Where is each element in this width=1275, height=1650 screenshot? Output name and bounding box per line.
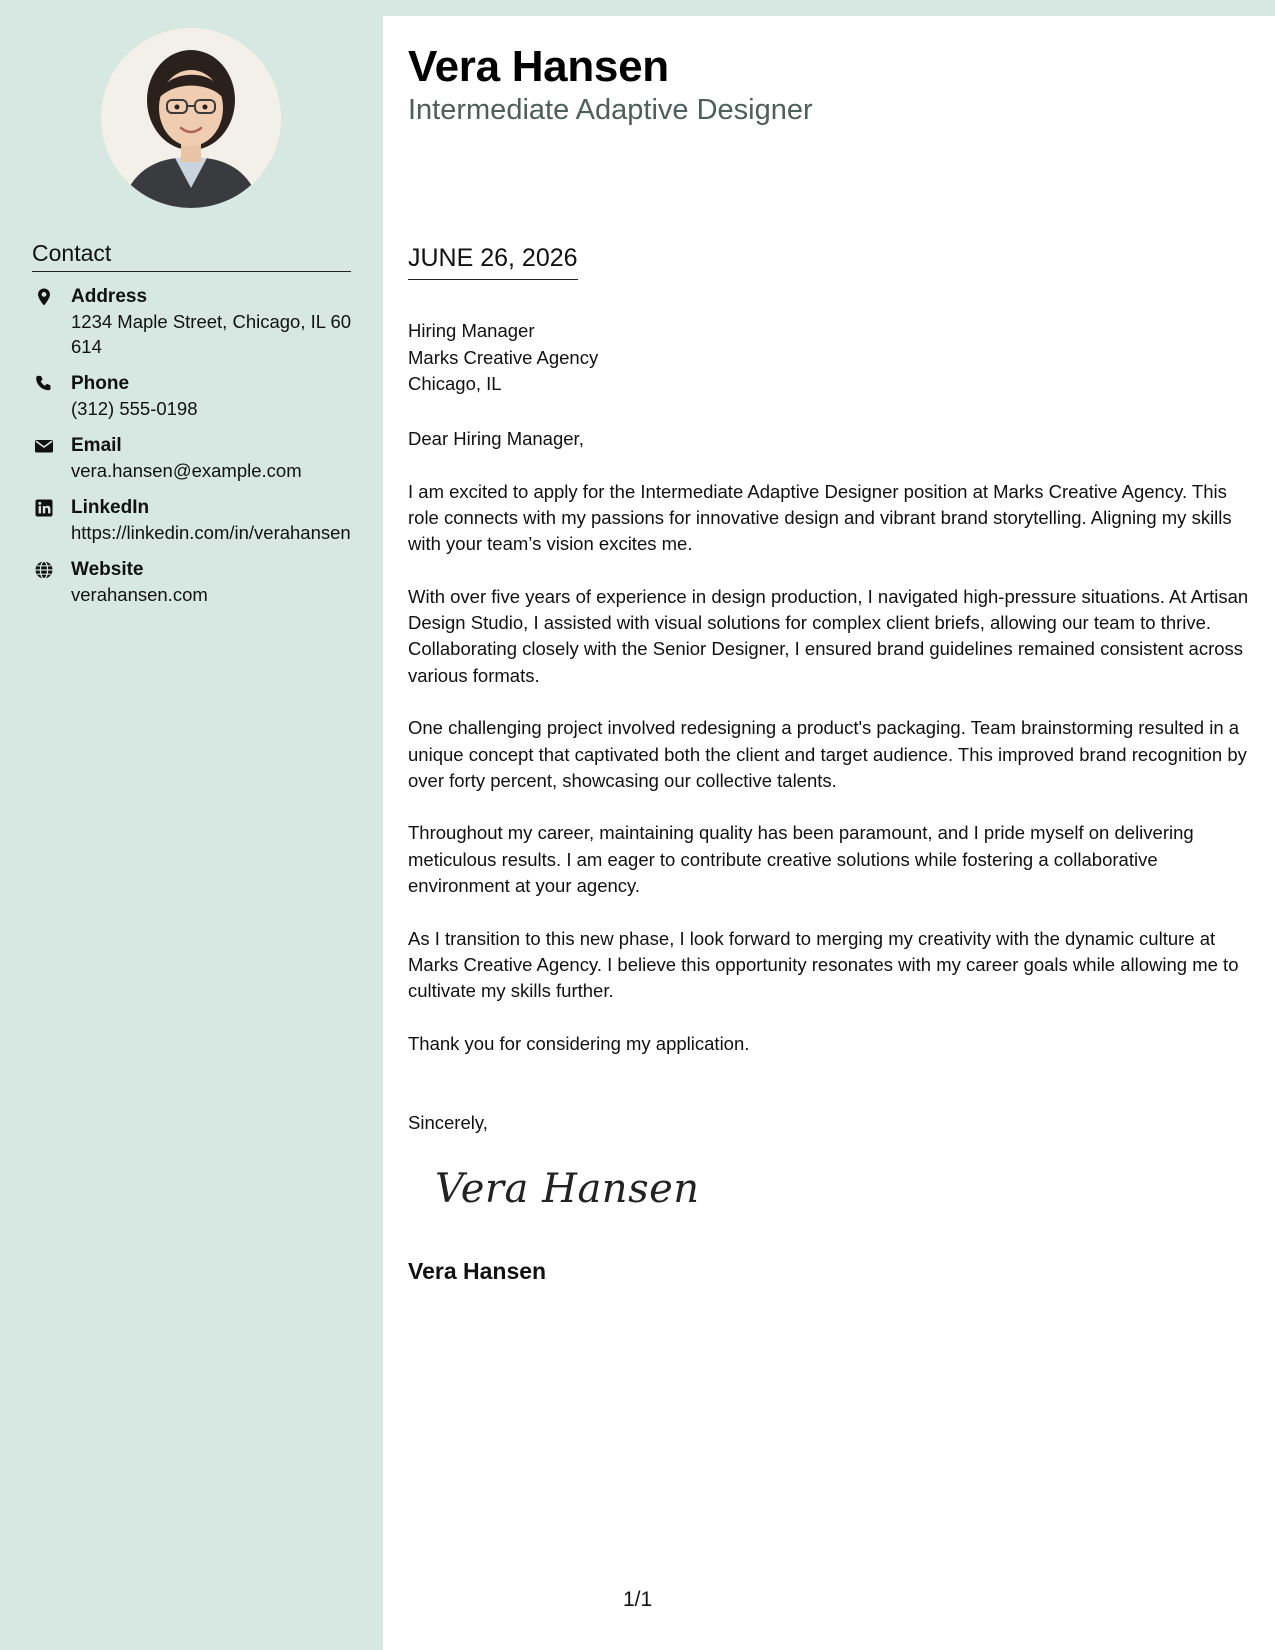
- body-paragraph: As I transition to this new phase, I look forward to merging my creativity with the dynamic culture at Marks Creative Agency. I believe this opportunity resonates with my career goals while allowing me to cultivate my skills further.: [408, 927, 1239, 1002]
- letter-main: [383, 16, 1275, 1650]
- contact-label: LinkedIn: [71, 497, 150, 518]
- salutation: Dear Hiring Manager,: [408, 428, 584, 449]
- envelope-icon: [34, 436, 54, 456]
- page-number: 1/1: [623, 1588, 653, 1611]
- contact-linkedin: [32, 496, 352, 545]
- signature: Vera Hansen: [435, 1166, 700, 1212]
- profile-photo: [101, 28, 281, 208]
- portrait-image: [101, 28, 281, 208]
- contact-list: [32, 285, 352, 620]
- contact-label: Website: [71, 559, 144, 580]
- letter-body: [408, 426, 1258, 1083]
- sidebar: [0, 0, 383, 1650]
- email-value: vera.hansen@example.com: [71, 460, 302, 481]
- signer-name: Vera Hansen: [408, 1258, 547, 1284]
- contact-address: [32, 285, 352, 359]
- recipient-line: Chicago, IL: [408, 373, 502, 394]
- contact-heading: Contact: [32, 240, 351, 272]
- body-paragraph: Throughout my career, maintaining quality has been paramount, and I pride myself on delivering meticulous results. I am eager to contribute creative solutions while fostering a collaborative environment at your agency.: [408, 822, 1194, 897]
- closing: Sincerely,: [408, 1112, 488, 1133]
- contact-label: Address: [71, 286, 148, 307]
- applicant-name: Vera Hansen: [408, 42, 669, 91]
- address-value: 1234 Maple Street, Chicago, IL 60614: [71, 311, 352, 357]
- job-title: Intermediate Adaptive Designer: [408, 94, 813, 126]
- recipient-line: Marks Creative Agency: [408, 346, 599, 368]
- letter-date: JUNE 26, 2026: [408, 244, 578, 280]
- body-paragraph: With over five years of experience in design production, I navigated high-pressure situations. At Artisan Design Studio, I assisted with visual solutions for complex client briefs, allowing our team to thrive. Collaborating closely with the Senior Designer, I ensured brand guidelines remained consistent across various formats.: [408, 585, 1249, 686]
- recipient-block: [408, 318, 598, 398]
- recipient-line: Hiring Manager: [408, 320, 535, 341]
- phone-icon: [34, 374, 54, 394]
- linkedin-icon: [34, 498, 54, 518]
- contact-phone: [32, 372, 352, 421]
- globe-icon: [34, 560, 54, 580]
- linkedin-value: https://linkedin.com/in/verahansen: [71, 522, 351, 543]
- website-value: verahansen.com: [71, 584, 208, 605]
- phone-value: (312) 555-0198: [71, 398, 198, 419]
- contact-email: [32, 434, 352, 483]
- body-paragraph: I am excited to apply for the Intermediate Adaptive Designer position at Marks Creative Agency. This role connects with my passions for innovative design and vibrant brand storytelling. Aligning my skills with your team’s vision excites me.: [408, 480, 1232, 555]
- thank-you-line: Thank you for considering my application.: [408, 1032, 750, 1054]
- contact-label: Email: [71, 435, 122, 456]
- contact-website: [32, 558, 352, 607]
- location-pin-icon: [34, 287, 54, 307]
- contact-label: Phone: [71, 373, 130, 394]
- body-paragraph: One challenging project involved redesigning a product's packaging. Team brainstorming resulted in a unique concept that captivated both the client and target audience. This improved brand recognition by over forty percent, showcasing our collective talents.: [408, 717, 1247, 791]
